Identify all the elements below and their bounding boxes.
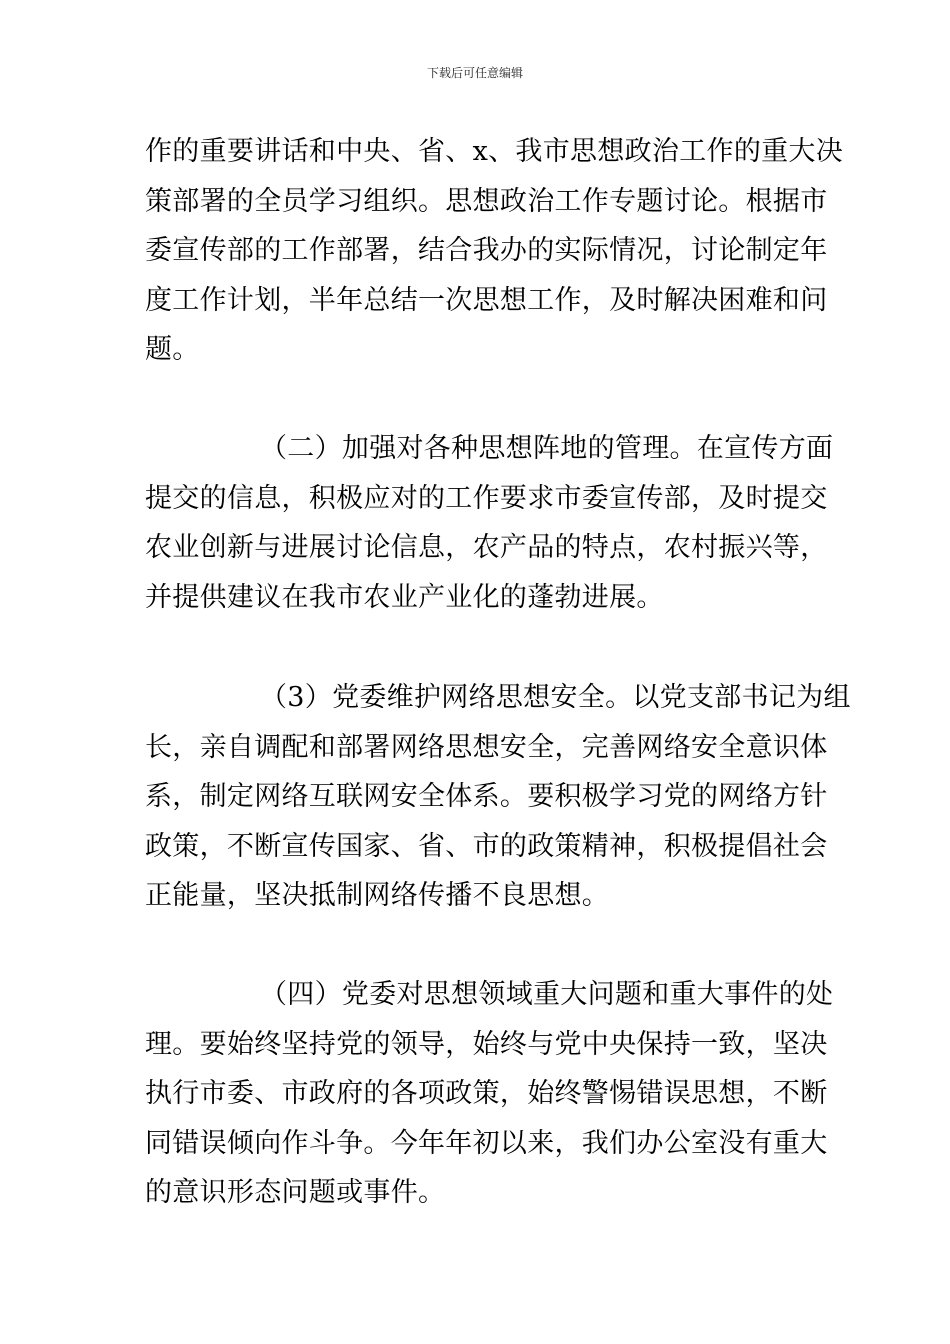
text-line: 策部署的全员学习组织。思想政治工作专题讨论。根据市 [145,185,828,217]
text-line: 题。 [145,334,200,366]
text-line: 提交的信息，积极应对的工作要求市委宣传部，及时提交 [145,482,828,514]
text-line: 长，亲自调配和部署网络思想安全，完善网络安全意识体 [145,731,828,763]
text-line: 政策，不断宣传国家、省、市的政策精神，积极提倡社会 [145,830,828,862]
text-line: 委宣传部的工作部署，结合我办的实际情况，讨论制定年 [145,235,828,267]
text-line: 正能量，坚决抵制网络传播不良思想。 [145,880,610,912]
paragraph-1 [145,127,844,375]
text-line: 理。要始终坚持党的领导，始终与党中央保持一致，坚决 [145,1028,828,1060]
paragraph-4 [145,970,834,1218]
text-line: 度工作计划，半年总结一次思想工作，及时解决困难和问 [145,284,828,316]
text-line: （3）党委维护网络思想安全。以党支部书记为组 [260,682,851,713]
paragraph-3 [145,673,851,921]
text-line: 作的重要讲话和中央、省、x、我市思想政治工作的重大决 [145,136,844,167]
text-line: （四）党委对思想领域重大问题和重大事件的处 [260,979,834,1010]
text-line: 的意识形态问题或事件。 [145,1177,446,1209]
text-line: 并提供建议在我市农业产业化的蓬勃进展。 [145,581,664,613]
text-line: 执行市委、市政府的各项政策，始终警惕错误思想，不断 [145,1078,828,1110]
text-line: 农业创新与进展讨论信息，农产品的特点，农村振兴等， [145,532,828,564]
text-line: 系，制定网络互联网安全体系。要积极学习党的网络方针 [145,781,828,813]
paragraph-2 [145,424,834,622]
text-line: （二）加强对各种思想阵地的管理。在宣传方面 [260,433,834,464]
page-header: 下载后可任意编辑 [426,66,523,80]
text-line: 同错误倾向作斗争。今年年初以来，我们办公室没有重大 [145,1127,828,1159]
